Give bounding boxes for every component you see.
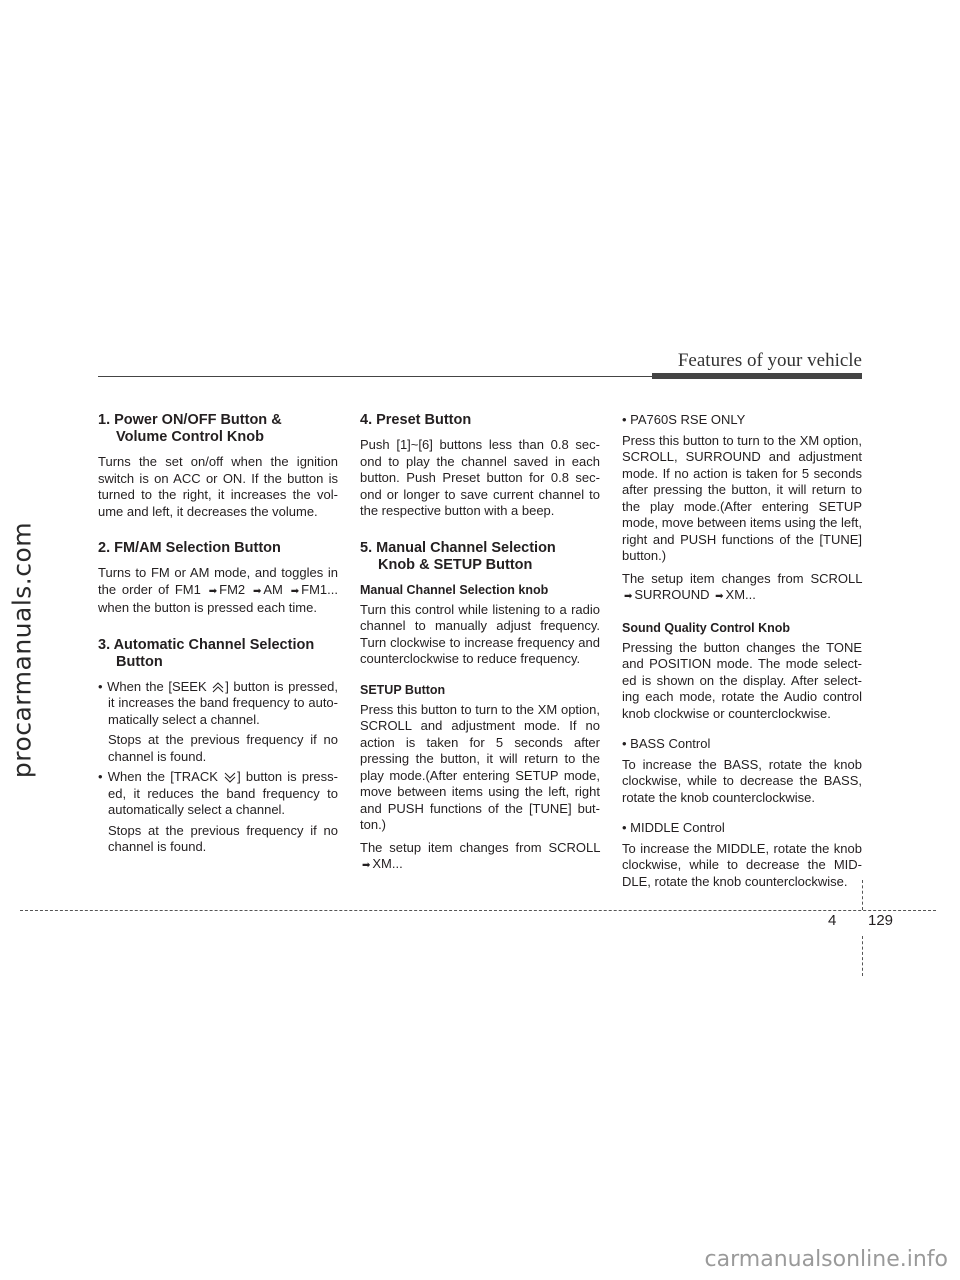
heading-auto-line2: Button (116, 653, 163, 670)
arrow-icon: ➡ (362, 860, 371, 871)
heading-auto-channel (98, 637, 338, 671)
fmam-text-b: when the button is pressed each time. (98, 600, 317, 615)
preset-paragraph: Push [1]~[6] buttons less than 0.8 sec-ond to play the channel saved in each button. Push Preset button for 0.8 sec-ond or longer to save current channel to the respective button with a beep. (360, 437, 600, 518)
track-text-b: ] button is press-ed, it reduces the band frequency to automatically select a channel. (108, 769, 338, 817)
setup-sequence-b: XM... (372, 856, 403, 871)
heading-power-line1: 1. Power ON/OFF Button & (98, 412, 282, 428)
seek-text-b: ] button is pressed, it increases the band frequency to auto-matically select a channel. (108, 678, 338, 727)
power-paragraph: Turns the set on/off when the ignition switch is on ACC or ON. If the button is turned to the right, it increases the vol-ume and left, it decreases the volume. (98, 454, 338, 519)
heading-auto-line1: 3. Automatic Channel Selection (98, 636, 315, 653)
arrow-icon: ➡ (715, 591, 724, 602)
manual-knob-paragraph: Turn this control while listening to a radio channel to manually adjust frequency. Turn clockwise to increase frequency and counterclockwise to reduce frequency. (360, 601, 600, 666)
section-title: Features of your vehicle (677, 350, 862, 371)
subheading-sound-quality: Sound Quality Control Knob (622, 620, 791, 635)
heading-power-line2: Volume Control Knob (116, 429, 264, 445)
middle-bullet: • MIDDLE Control (622, 820, 725, 835)
pa760s-paragraph: Press this button to turn to the XM option, SCROLL, SURROUND and adjustment mode. If no action is taken for 5 seconds after pressing the button, it will return to the play mode.(After entering SETUP mode, move between items using the left, right and PUSH functions of the [TUNE] button.) (622, 432, 862, 563)
left-watermark (2, 520, 42, 780)
footer-dashed-rule (20, 910, 936, 911)
chapter-number: 4 (828, 912, 837, 929)
fmam-fm2: FM2 (219, 581, 246, 597)
footer-vertical-rule-bottom (862, 936, 863, 976)
track-note: Stops at the previous frequency if no channel is found. (108, 822, 338, 854)
arrow-icon: ➡ (624, 591, 633, 602)
bottom-watermark: carmanualsonline.info (704, 1247, 948, 1272)
heading-manual-line1: 5. Manual Channel Selection (360, 539, 556, 556)
arrow-icon: ➡ (290, 585, 300, 597)
footer-vertical-rule-top (862, 880, 863, 910)
seek-text-a: • When the [SEEK (98, 678, 207, 694)
left-watermark-text: procarmanuals.com (7, 521, 37, 779)
column-3 (622, 412, 862, 896)
setup-sequence-a: The setup item changes from SCROLL (360, 839, 600, 855)
fmam-fm1: FM1... (301, 581, 338, 597)
pa760s-sequence-a: The setup item changes from SCROLL (622, 570, 862, 586)
column-2 (360, 412, 600, 881)
subheading-setup-button: SETUP Button (360, 682, 446, 697)
heading-preset-button: 4. Preset Button (360, 412, 472, 428)
pa760s-bullet: • PA760S RSE ONLY (622, 412, 746, 427)
heading-manual-line2: Knob & SETUP Button (378, 556, 533, 573)
setup-sequence (360, 840, 600, 875)
seek-note: Stops at the previous frequency if no channel is found. (108, 732, 338, 764)
sound-quality-paragraph: Pressing the button changes the TONE and POSITION mode. The mode select-ed is shown on the display. After select-ing each mode, rotate the Audio control knob clockwise or counterclockwise. (622, 639, 862, 721)
pa760s-sequence-b: SURROUND (634, 587, 710, 602)
header-bar (652, 373, 862, 379)
heading-power-button (98, 412, 338, 446)
pa760s-sequence (622, 571, 862, 606)
fmam-text-a: Turns to FM or AM mode, and toggles in the order of FM1 (98, 565, 338, 597)
subheading-manual-knob: Manual Channel Selection knob (360, 582, 549, 597)
arrow-icon: ➡ (253, 585, 262, 597)
heading-manual-channel (360, 540, 600, 574)
seek-up-icon (211, 680, 225, 694)
track-down-icon (223, 771, 237, 785)
page-number: 129 (868, 912, 894, 929)
pa760s-sequence-c: XM... (725, 587, 756, 602)
column-1 (98, 412, 338, 860)
track-bullet (98, 769, 338, 819)
bass-bullet: • BASS Control (622, 736, 711, 751)
track-text-a: • When the [TRACK (98, 769, 218, 784)
arrow-icon: ➡ (208, 585, 218, 597)
fmam-paragraph (98, 565, 338, 617)
seek-bullet (98, 679, 338, 729)
heading-fmam-button: 2. FM/AM Selection Button (98, 540, 281, 556)
middle-paragraph: To increase the MIDDLE, rotate the knob clockwise, while to decrease the MID-DLE, rotate the knob counterclockwise. (622, 840, 862, 889)
setup-paragraph: Press this button to turn to the XM option, SCROLL and adjustment mode. If no action is taken for 5 seconds after pressing the button, it will return to the play mode.(After entering SETUP mode, move between items using the left, right and PUSH functions of the [TUNE] but-ton.) (360, 701, 600, 832)
fmam-am: AM (263, 581, 283, 597)
bass-paragraph: To increase the BASS, rotate the knob clockwise, while to decrease the BASS, rotate the knob counterclockwise. (622, 756, 862, 805)
